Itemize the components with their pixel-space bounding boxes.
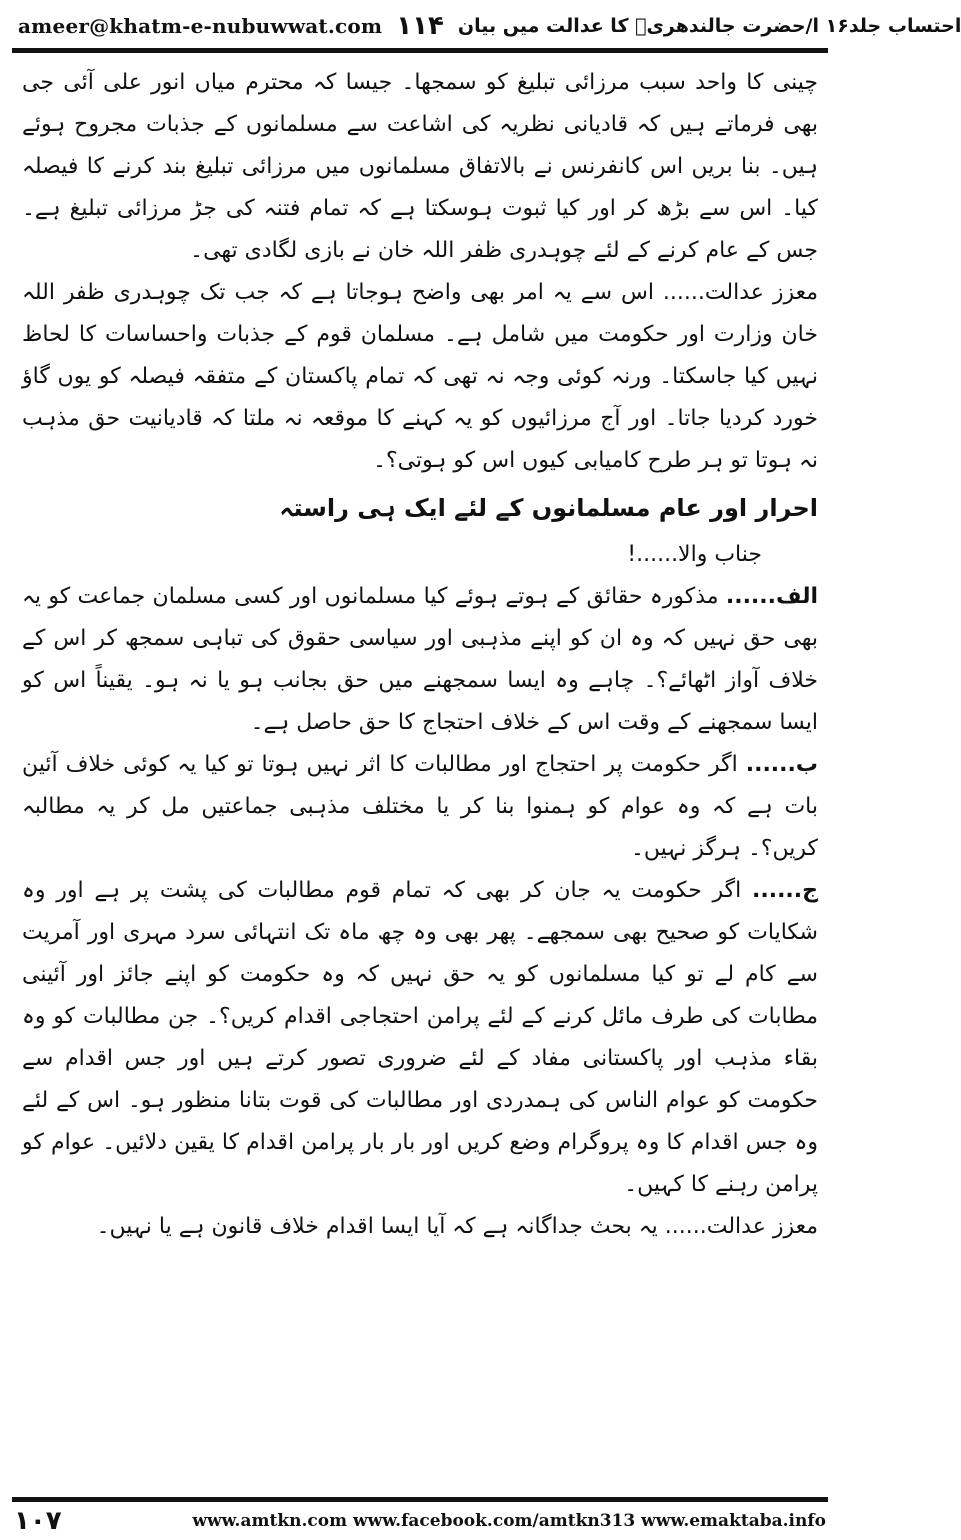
paragraph-1: چینی کا واحد سبب مرزائی تبلیغ کو سمجھا۔ جیسا کہ محترم میاں انور علی آئی جی بھی فرماتے ہیں کہ قادیانی نظریہ کی اشاعت سے مسلمانوں کے جذبات مجروح ہوئے ہیں۔ بنا بریں اس کانفرنس نے بالاتفاق مسلمانوں میں مرزائی تبلیغ بند کرنے کا فیصلہ کیا۔ اس سے بڑھ کر اور کیا ثبوت ہوسکتا ہے کہ تمام فتنہ کی جڑ مرزائی تبلیغ ہے۔ جس کے عام کرنے کے لئے چوہدری ظفر اللہ خان نے بازی لگادی تھی۔ [22, 70, 818, 263]
point-alif-label: الف...... [725, 584, 819, 609]
point-jeem [22, 870, 818, 1206]
salutation: جناب والا......! [627, 542, 762, 567]
point-bay [22, 744, 818, 870]
point-alif-text: مذکورہ حقائق کے ہوتے ہوئے کیا مسلمانوں اور کسی مسلمان جماعت کو یہ بھی حق نہیں کہ وہ ان کو اپنے مذہبی اور سیاسی حقوق کی تباہی سمجھ کر اس کے خلاف آواز اٹھائے؟۔ چاہے وہ ایسا سمجھنے میں حق بجانب ہو یا نہ ہو۔ یقیناً اس کو ایسا سمجھنے کے وقت اس کے خلاف احتجاج کا حق حاصل ہے۔ [22, 584, 818, 735]
header-email: ameer@khatm-e-nubuwwat.com [18, 14, 383, 38]
section-heading: احرار اور عام مسلمانوں کے لئے ایک ہی راستہ [279, 494, 818, 522]
header-title: احتساب جلد۱۶ ا/حضرت جالندھریؒ کا عدالت میں بیان [457, 15, 961, 37]
page-header [18, 6, 961, 46]
closing-paragraph: معزز عدالت...... یہ بحث جداگانہ ہے کہ آیا ایسا اقدام خلاف قانون ہے یا نہیں۔ [96, 1214, 818, 1239]
point-bay-text: اگر حکومت پر احتجاج اور مطالبات کا اثر نہیں ہوتا تو کیا یہ کوئی خلاف آئین بات ہے کہ وہ عوام کو ہمنوا بنا کر یا مختلف مذہبی جماعتیں مل کر یہ مطالبہ کریں؟۔ ہرگز نہیں۔ [22, 752, 818, 861]
header-rule [12, 48, 828, 53]
point-bay-label: ب...... [745, 752, 818, 777]
page-footer [14, 1505, 826, 1537]
paragraph-2: معزز عدالت...... اس سے یہ امر بھی واضح ہوجاتا ہے کہ جب تک چوہدری ظفر اللہ خان وزارت اور حکومت میں شامل ہے۔ مسلمان قوم کے جذبات واحساسات کا لحاظ نہیں کیا جاسکتا۔ ورنہ کوئی وجہ نہ تھی کہ تمام پاکستان کے متفقہ فیصلہ کو یوں گاؤ خورد کردیا جاتا۔ اور آج مرزائیوں کو یہ کہنے کا موقعہ نہ ملتا کہ قادیانیت حق مذہب نہ ہوتا تو ہر طرح کامیابی کیوں اس کو ہوتی؟۔ [22, 280, 818, 473]
footer-links: www.amtkn.com www.facebook.com/amtkn313 www.emaktaba.info [192, 1511, 826, 1531]
point-alif [22, 576, 818, 744]
footer-rule [12, 1497, 828, 1502]
page-body [22, 62, 818, 1248]
footer-page-number: ۱۰۷ [14, 1506, 62, 1536]
header-page-number: ۱۱۴ [396, 11, 444, 41]
point-jeem-text: اگر حکومت یہ جان کر بھی کہ تمام قوم مطالبات کی پشت پر ہے اور وہ شکایات کو صحیح بھی سمجھے۔ پھر بھی وہ چھ ماہ تک انتہائی سرد مہری اور آمریت سے کام لے تو کیا مسلمانوں کو یہ حق نہیں کہ وہ حکومت کو اپنے جائز اور آئینی مطابات کی طرف مائل کرنے کے لئے پرامن احتجاجی اقدام کریں؟۔ جن مطالبات کو وہ بقاء مذہب اور پاکستانی مفاد کے لئے ضروری تصور کرتے ہیں اور جس اقدام سے حکومت کو عوام الناس کی ہمدردی اور مطالبات کی قوت بتانا منظور ہو۔ اس کے لئے وہ جس اقدام کا وہ پروگرام وضع کریں اور بار بار پرامن اقدام کا یقین دلائیں۔ عوام کو پرامن رہنے کا کہیں۔ [22, 878, 818, 1197]
header-left-group [18, 11, 458, 41]
point-jeem-label: ج...... [752, 878, 818, 903]
